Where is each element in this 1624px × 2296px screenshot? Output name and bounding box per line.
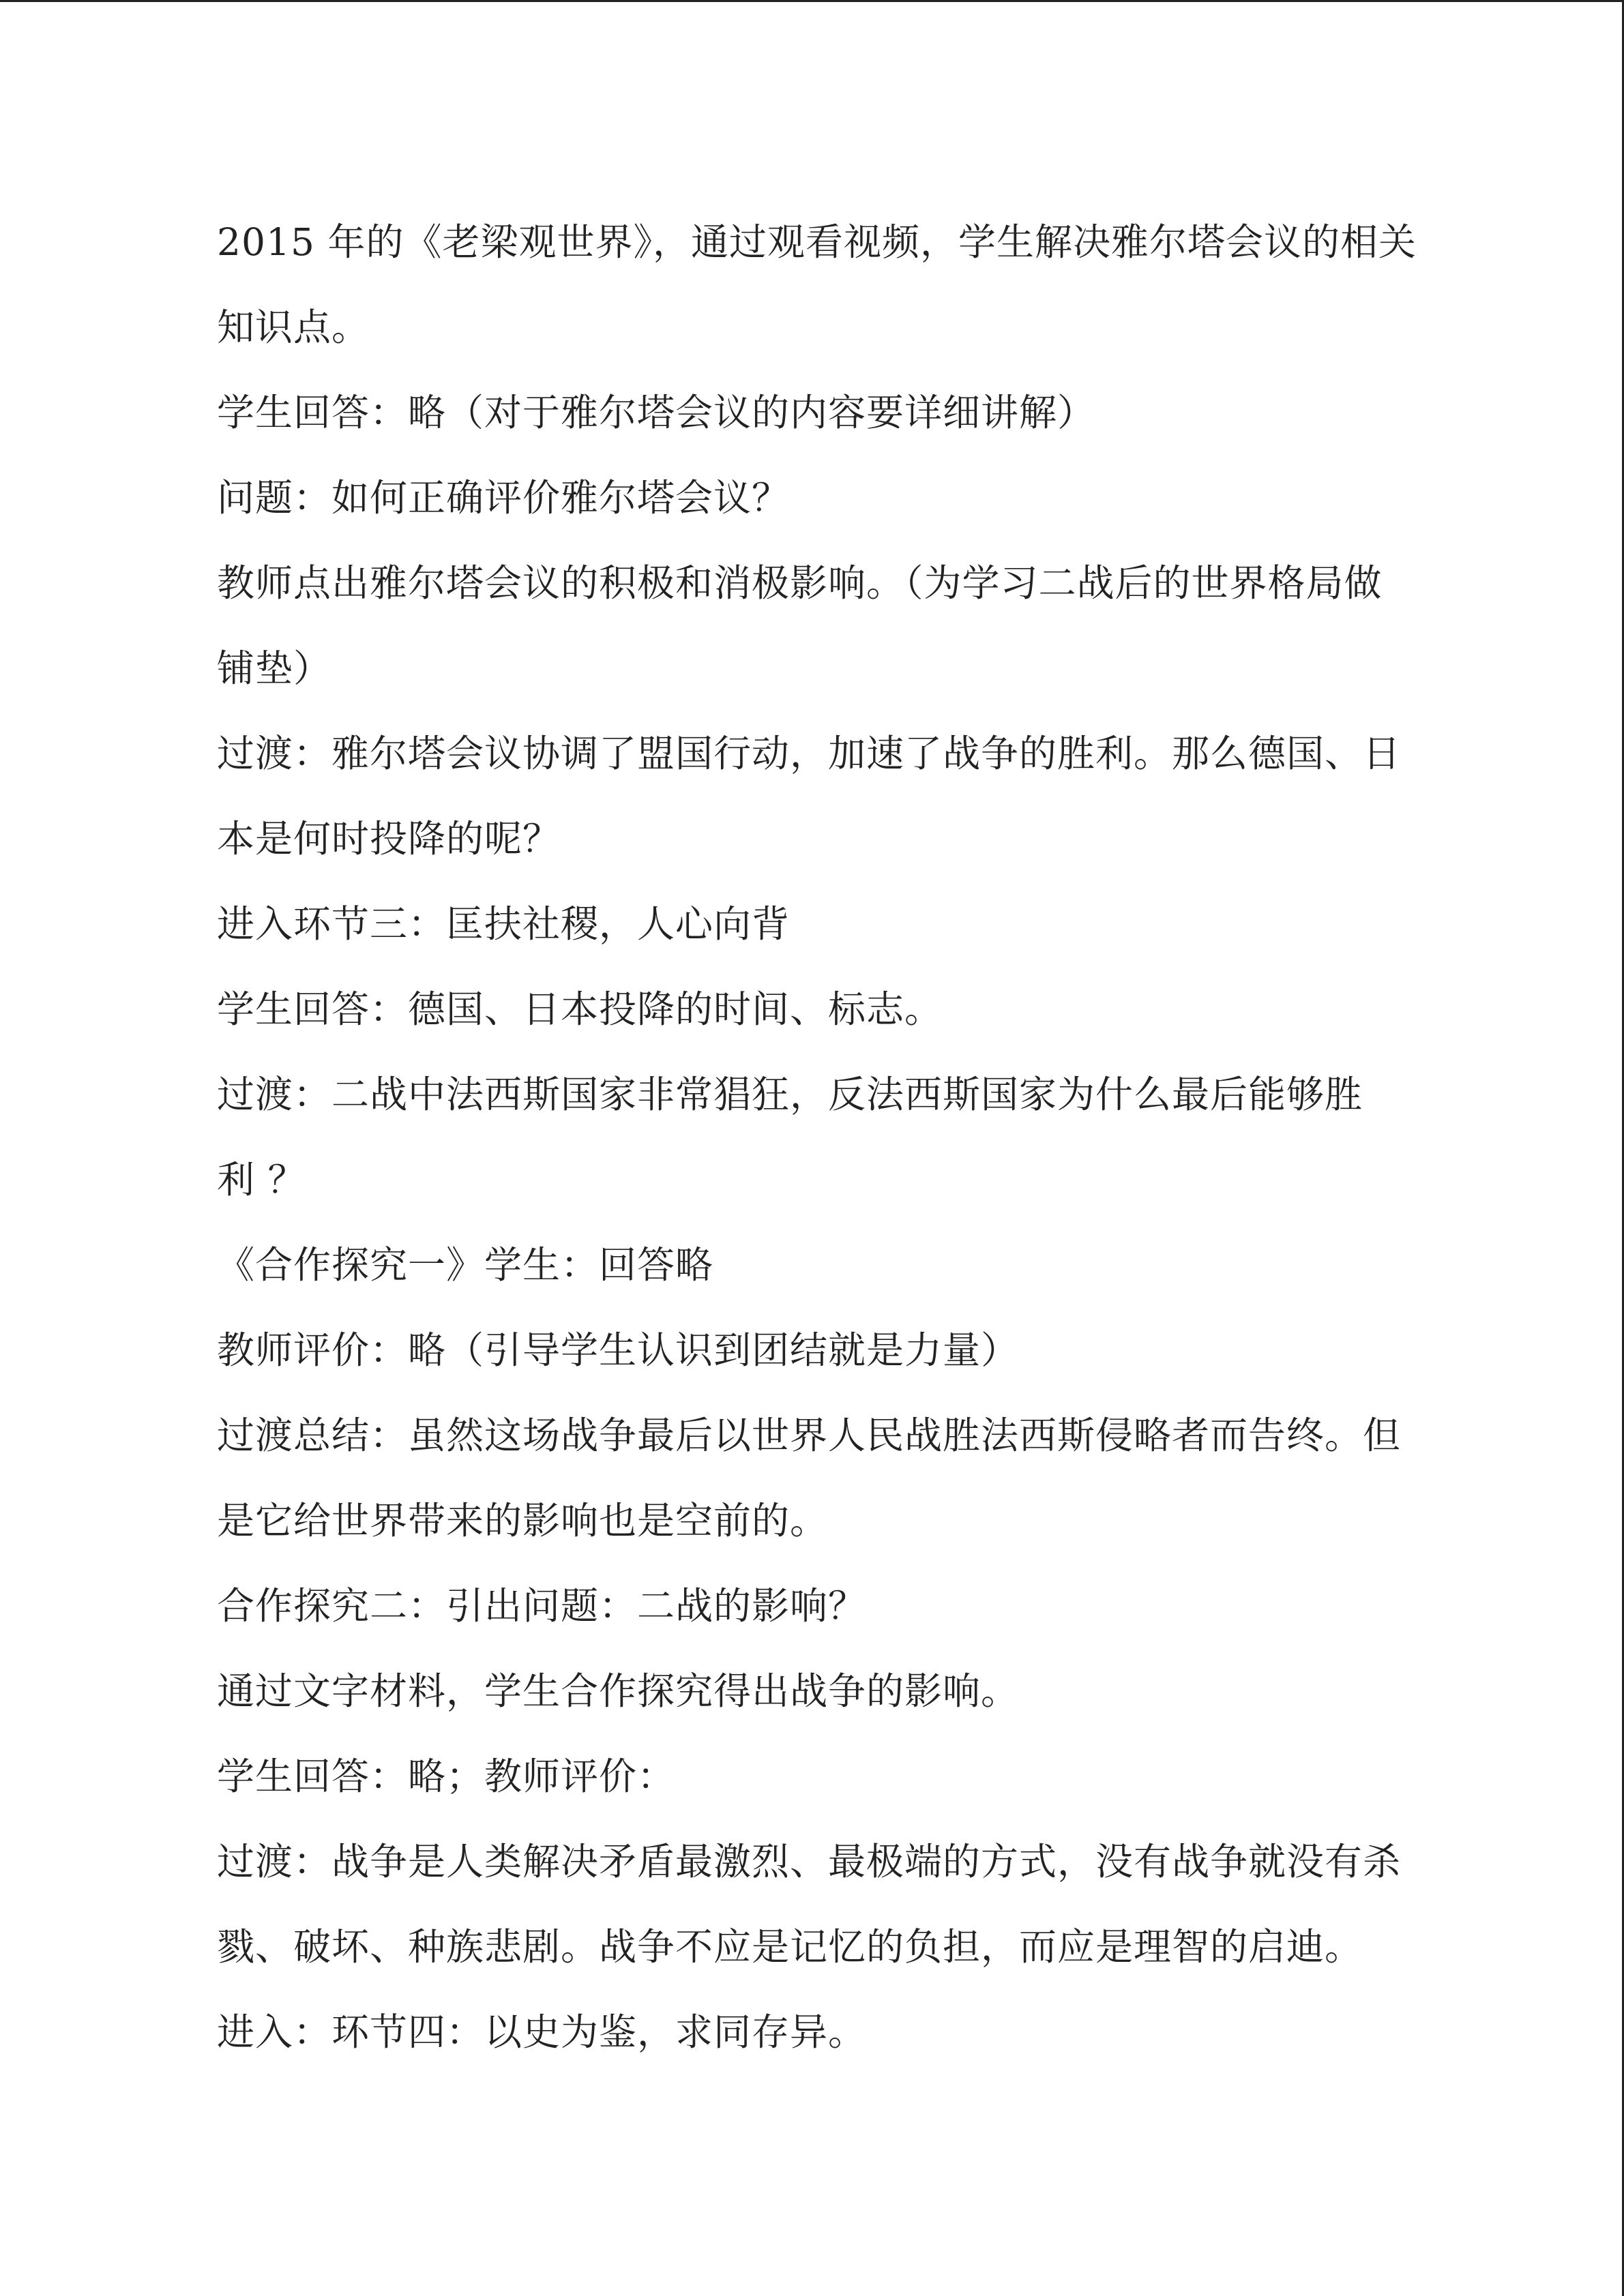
document-body <box>217 200 1417 2075</box>
text-line: 通过文字材料，学生合作探究得出战争的影响。 <box>217 1669 1020 1713</box>
text-line: 过渡总结：虽然这场战争最后以世界人民战胜法西斯侵略者而告终。但 <box>217 1414 1402 1457</box>
text-line: 合作探究二：引出问题：二战的影响？ <box>217 1584 867 1628</box>
text-line: 教师评价：略（引导学生认识到团结就是力量） <box>217 1328 1020 1372</box>
text-line: 铺垫） <box>217 646 332 690</box>
text-line: 学生回答：德国、日本投降的时间、标志。 <box>217 987 943 1031</box>
text-line: 进入：环节四：以史为鉴，求同存异。 <box>217 2010 867 2054</box>
text-line: 知识点。 <box>217 305 370 349</box>
text-line: 学生回答：略（对于雅尔塔会议的内容要详细讲解） <box>217 391 1096 434</box>
text-line: 戮、破坏、种族悲剧。战争不应是记忆的负担，而应是理智的启迪。 <box>217 1925 1363 1969</box>
text-line: 教师点出雅尔塔会议的积极和消极影响。（为学习二战后的世界格局做 <box>217 561 1383 605</box>
text-line: 学生回答：略；教师评价： <box>217 1755 676 1798</box>
text-line: 2015 年的《老梁观世界》，通过观看视频，学生解决雅尔塔会议的相关 <box>217 220 1417 264</box>
text-line: 问题：如何正确评价雅尔塔会议？ <box>217 476 791 520</box>
text-line: 过渡：二战中法西斯国家非常猖狂，反法西斯国家为什么最后能够胜 <box>217 1073 1363 1116</box>
text-line: 是它给世界带来的影响也是空前的。 <box>217 1499 829 1542</box>
text-line: 过渡：战争是人类解决矛盾最激烈、最极端的方式，没有战争就没有杀 <box>217 1840 1402 1883</box>
text-line: 《合作探究一》学生：回答略 <box>217 1243 714 1287</box>
text-line: 过渡：雅尔塔会议协调了盟国行动，加速了战争的胜利。那么德国、日 <box>217 732 1402 775</box>
text-line: 利 ？ <box>217 1158 306 1202</box>
text-line: 本是何时投降的呢？ <box>217 817 561 861</box>
text-line: 进入环节三：匡扶社稷，人心向背 <box>217 902 791 946</box>
